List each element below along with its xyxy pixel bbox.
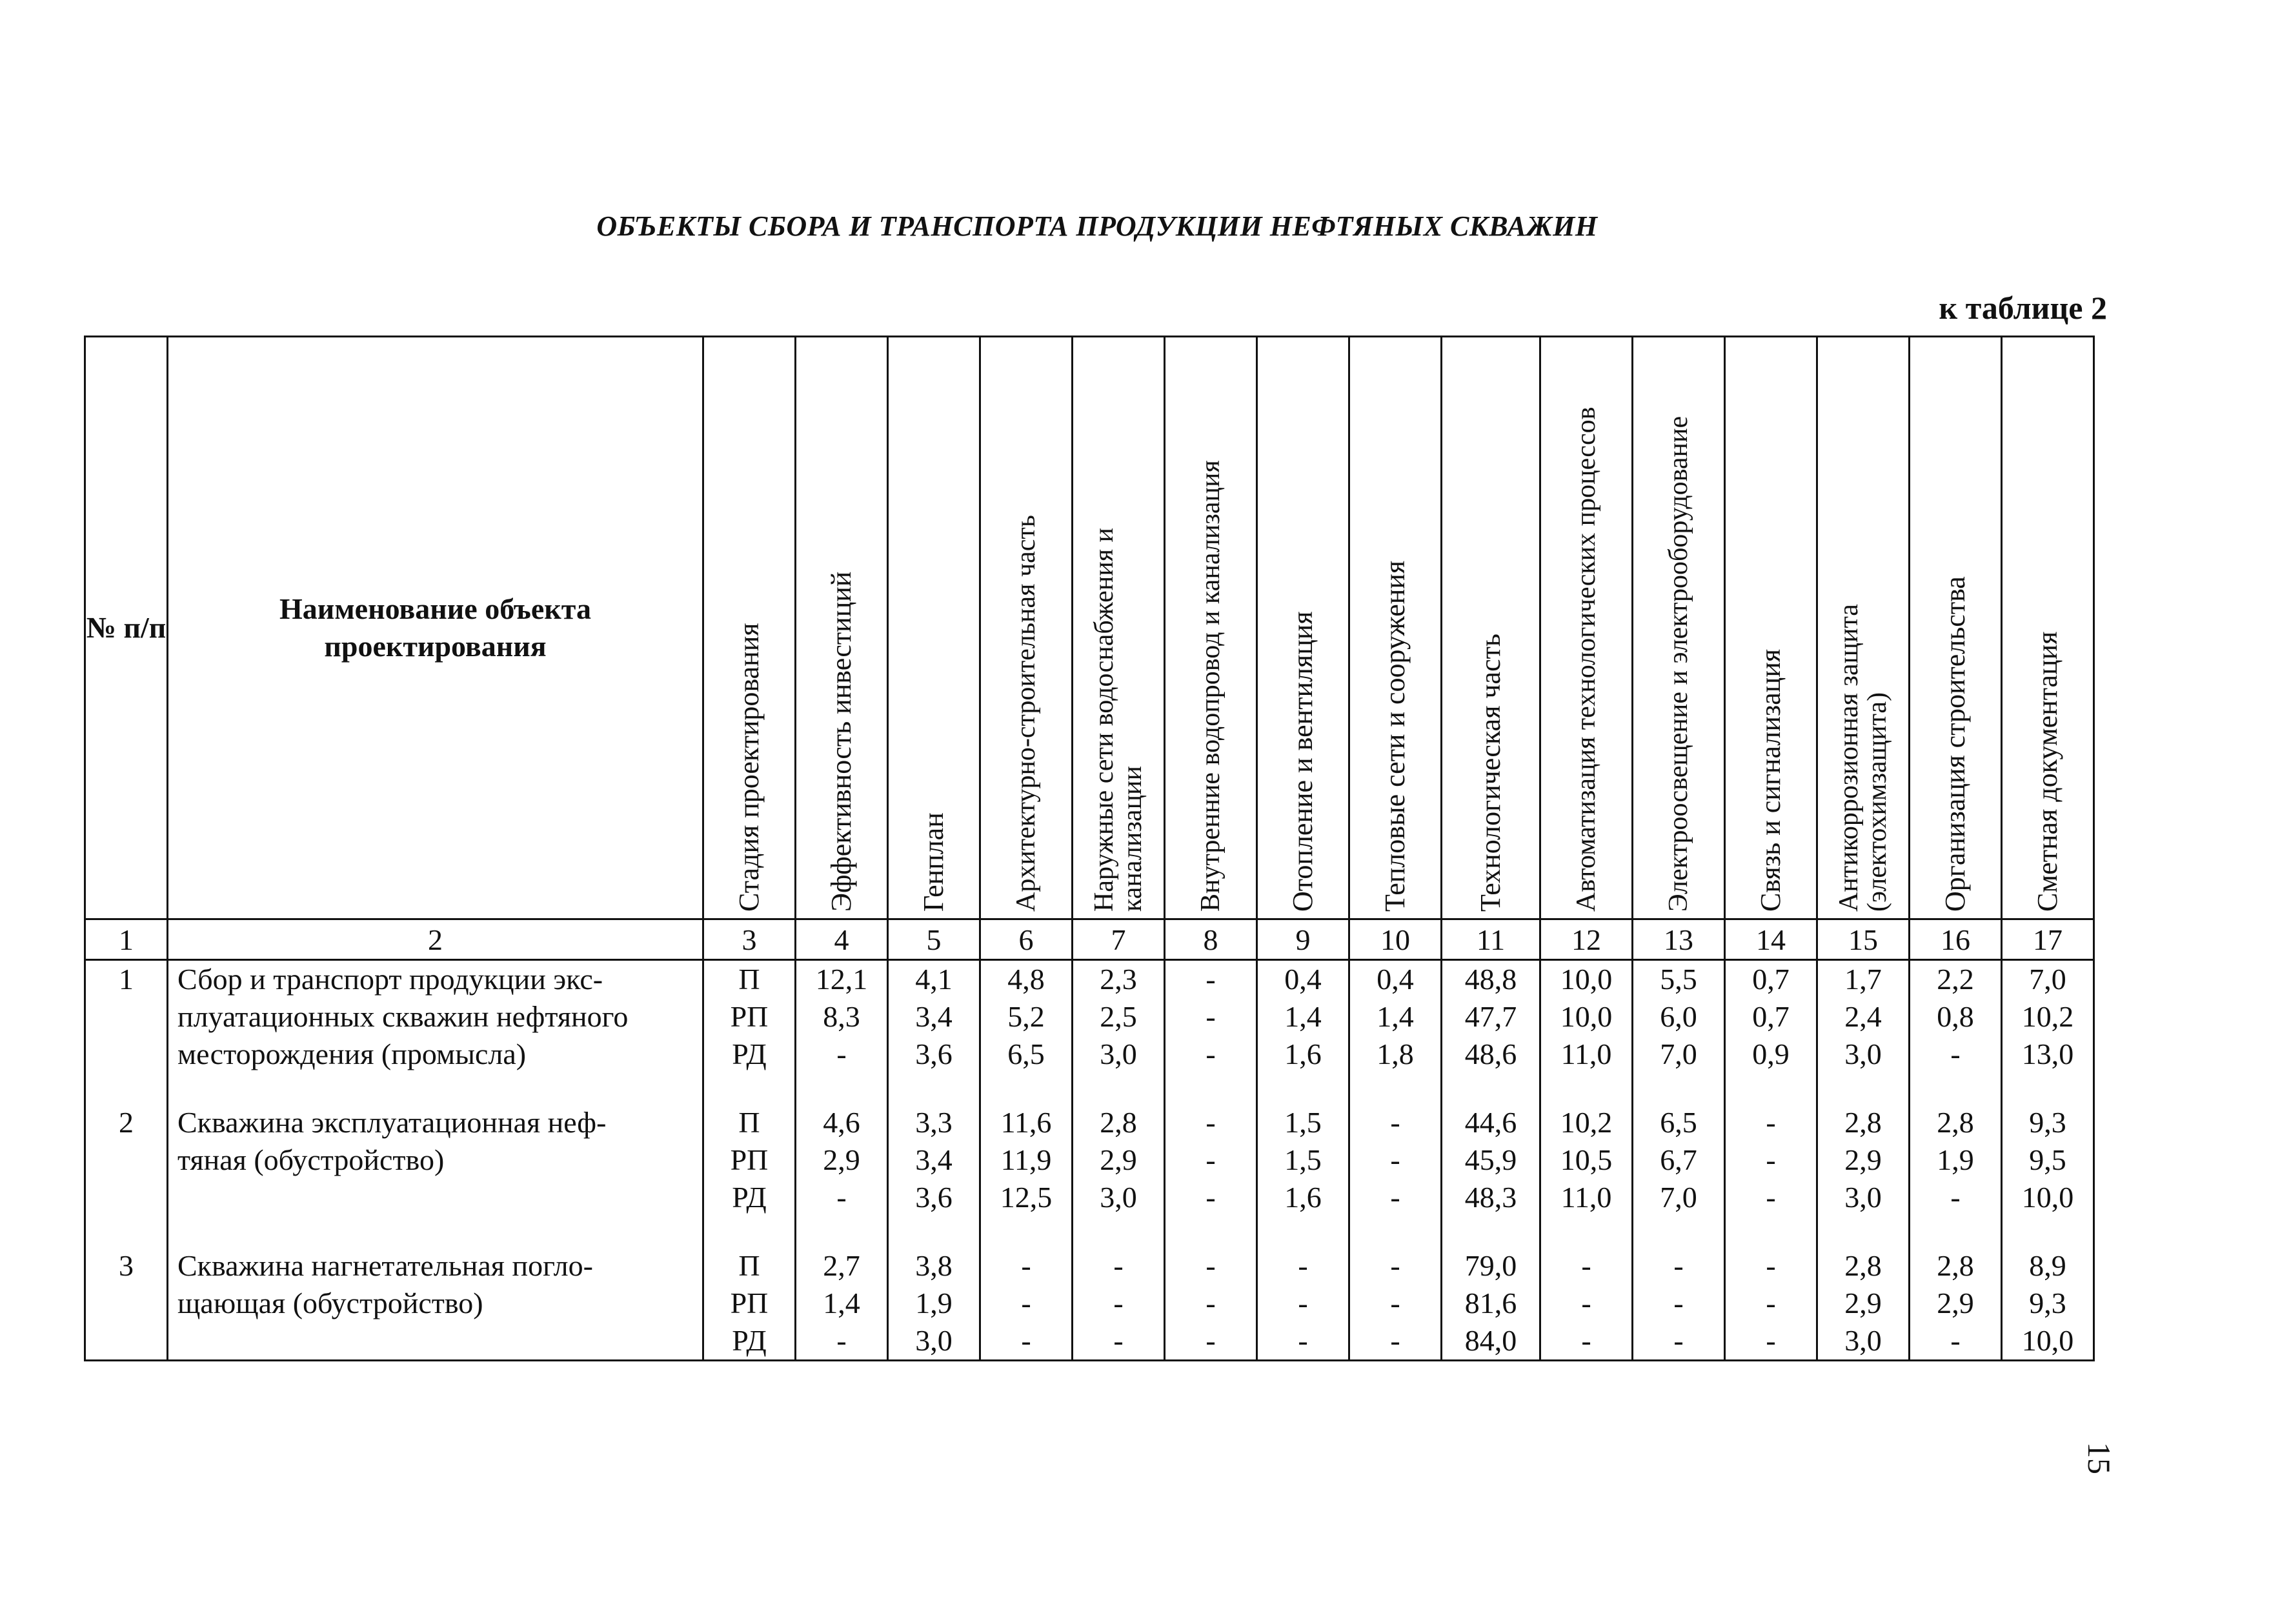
value-cell: - xyxy=(980,1247,1073,1285)
value-cell: - xyxy=(1349,1285,1442,1322)
header-col-7 xyxy=(1073,337,1165,919)
value-cell: 11,9 xyxy=(980,1141,1073,1179)
value-cell: - xyxy=(1073,1322,1165,1361)
column-number: 14 xyxy=(1725,919,1817,960)
table-body xyxy=(85,960,2094,1361)
spacer-cell xyxy=(85,1216,168,1247)
column-number: 5 xyxy=(888,919,980,960)
header-col-label: Организация строительства xyxy=(1939,576,1971,912)
value-cell: 3,6 xyxy=(888,1036,980,1073)
value-cell: 81,6 xyxy=(1442,1285,1540,1322)
column-number: 6 xyxy=(980,919,1073,960)
value-cell: 2,9 xyxy=(796,1141,888,1179)
value-cell: 9,3 xyxy=(2002,1104,2094,1141)
value-cell: 4,1 xyxy=(888,960,980,999)
spacer-cell xyxy=(1725,1073,1817,1104)
value-cell: - xyxy=(1540,1285,1633,1322)
spacer-cell xyxy=(1349,1216,1442,1247)
value-cell: - xyxy=(1165,960,1257,999)
header-col-label: Сметная документация xyxy=(2032,631,2063,912)
header-row xyxy=(85,337,2094,919)
value-cell: 84,0 xyxy=(1442,1322,1540,1361)
value-cell: 10,0 xyxy=(2002,1322,2094,1361)
column-number: 10 xyxy=(1349,919,1442,960)
value-cell: 10,0 xyxy=(2002,1179,2094,1216)
value-cell: 2,8 xyxy=(1910,1104,2002,1141)
column-number: 3 xyxy=(703,919,796,960)
stage-cell: РД xyxy=(703,1036,796,1073)
value-cell: 9,5 xyxy=(2002,1141,2094,1179)
value-cell: 48,6 xyxy=(1442,1036,1540,1073)
header-col-3 xyxy=(703,337,796,919)
value-cell: 1,9 xyxy=(888,1285,980,1322)
row-number: 1 xyxy=(85,960,168,999)
column-number: 8 xyxy=(1165,919,1257,960)
value-cell: 5,2 xyxy=(980,998,1073,1036)
value-cell: 10,0 xyxy=(1540,998,1633,1036)
value-cell: 5,5 xyxy=(1633,960,1725,999)
row-number xyxy=(85,1179,168,1216)
column-number: 7 xyxy=(1073,919,1165,960)
value-cell: - xyxy=(1725,1104,1817,1141)
header-col-label: Наружные сети водоснабжения и канализации xyxy=(1089,527,1147,912)
column-number: 13 xyxy=(1633,919,1725,960)
value-cell: - xyxy=(796,1179,888,1216)
value-cell: 0,8 xyxy=(1910,998,2002,1036)
column-number: 2 xyxy=(168,919,703,960)
value-cell: 1,7 xyxy=(1817,960,1910,999)
header-col-11 xyxy=(1442,337,1540,919)
object-name-line: тяная (обустройство) xyxy=(168,1141,703,1179)
header-col-13 xyxy=(1633,337,1725,919)
value-cell: 3,0 xyxy=(1817,1036,1910,1073)
value-cell: 45,9 xyxy=(1442,1141,1540,1179)
value-cell: 2,7 xyxy=(796,1247,888,1285)
value-cell: 6,7 xyxy=(1633,1141,1725,1179)
value-cell: 2,9 xyxy=(1817,1141,1910,1179)
value-cell: - xyxy=(1073,1247,1165,1285)
value-cell: 47,7 xyxy=(1442,998,1540,1036)
value-cell: - xyxy=(980,1285,1073,1322)
value-cell: 4,6 xyxy=(796,1104,888,1141)
header-col-label: Электроосвещение и электрооборудование xyxy=(1664,416,1693,912)
object-name-line xyxy=(168,1179,703,1216)
spacer-cell xyxy=(1442,1216,1540,1247)
value-cell: 3,4 xyxy=(888,998,980,1036)
value-cell: 10,2 xyxy=(2002,998,2094,1036)
document-title: ОБЪЕКТЫ СБОРА И ТРАНСПОРТА ПРОДУКЦИИ НЕФТЯНЫХ СКВАЖИН xyxy=(596,210,1598,242)
value-cell: 0,9 xyxy=(1725,1036,1817,1073)
value-cell: - xyxy=(1257,1322,1349,1361)
spacer-cell xyxy=(1817,1073,1910,1104)
spacer-cell xyxy=(1540,1073,1633,1104)
value-cell: 8,9 xyxy=(2002,1247,2094,1285)
value-cell: - xyxy=(1165,1104,1257,1141)
column-number: 16 xyxy=(1910,919,2002,960)
column-number: 11 xyxy=(1442,919,1540,960)
value-cell: - xyxy=(1349,1322,1442,1361)
value-cell: 1,8 xyxy=(1349,1036,1442,1073)
spacer-cell xyxy=(168,1073,703,1104)
spacer-cell xyxy=(703,1073,796,1104)
spacer-cell xyxy=(168,1216,703,1247)
value-cell: 6,5 xyxy=(980,1036,1073,1073)
value-cell: - xyxy=(1165,1036,1257,1073)
stage-cell: РП xyxy=(703,998,796,1036)
value-cell: 7,0 xyxy=(1633,1179,1725,1216)
value-cell: 1,9 xyxy=(1910,1141,2002,1179)
value-cell: 3,0 xyxy=(1817,1179,1910,1216)
value-cell: 6,5 xyxy=(1633,1104,1725,1141)
value-cell: - xyxy=(1073,1285,1165,1322)
header-number: № п/п xyxy=(85,337,168,919)
value-cell: 79,0 xyxy=(1442,1247,1540,1285)
row-number xyxy=(85,1322,168,1361)
table-row xyxy=(85,1036,2094,1073)
object-name-line xyxy=(168,1322,703,1361)
header-col-label: Генплан xyxy=(918,812,949,912)
spacer-cell xyxy=(888,1216,980,1247)
value-cell: 9,3 xyxy=(2002,1285,2094,1322)
spacer-row xyxy=(85,1216,2094,1247)
value-cell: 48,8 xyxy=(1442,960,1540,999)
spacer-cell xyxy=(85,1073,168,1104)
value-cell: 3,3 xyxy=(888,1104,980,1141)
table-row xyxy=(85,1322,2094,1361)
object-name-line: плуатационных скважин нефтяного xyxy=(168,998,703,1036)
table-row xyxy=(85,1104,2094,1141)
value-cell: 3,0 xyxy=(888,1322,980,1361)
spacer-cell xyxy=(1633,1216,1725,1247)
header-col-9 xyxy=(1257,337,1349,919)
value-cell: - xyxy=(1257,1247,1349,1285)
value-cell: - xyxy=(1257,1285,1349,1322)
object-name-line: щающая (обустройство) xyxy=(168,1285,703,1322)
spacer-cell xyxy=(980,1073,1073,1104)
row-number xyxy=(85,1285,168,1322)
value-cell: 10,5 xyxy=(1540,1141,1633,1179)
value-cell: 2,3 xyxy=(1073,960,1165,999)
row-number xyxy=(85,998,168,1036)
object-name-line: Сбор и транспорт продукции экс- xyxy=(168,960,703,999)
column-number-row xyxy=(85,919,2094,960)
spacer-cell xyxy=(1725,1216,1817,1247)
row-number: 3 xyxy=(85,1247,168,1285)
value-cell: - xyxy=(980,1322,1073,1361)
spacer-cell xyxy=(980,1216,1073,1247)
value-cell: 2,8 xyxy=(1817,1104,1910,1141)
object-name-line: месторождения (промысла) xyxy=(168,1036,703,1073)
value-cell: - xyxy=(1349,1141,1442,1179)
value-cell: 4,8 xyxy=(980,960,1073,999)
value-cell: - xyxy=(1349,1247,1442,1285)
row-number: 2 xyxy=(85,1104,168,1141)
value-cell: - xyxy=(1165,1285,1257,1322)
stage-cell: РП xyxy=(703,1141,796,1179)
spacer-cell xyxy=(2002,1216,2094,1247)
table-row xyxy=(85,960,2094,999)
value-cell: 1,4 xyxy=(1257,998,1349,1036)
value-cell: 2,8 xyxy=(1073,1104,1165,1141)
header-col-label: Автоматизация технологических процессов xyxy=(1571,406,1601,912)
spacer-cell xyxy=(796,1216,888,1247)
header-col-label: Технологическая часть xyxy=(1475,634,1506,912)
spacer-cell xyxy=(888,1073,980,1104)
value-cell: 11,0 xyxy=(1540,1036,1633,1073)
stage-cell: РП xyxy=(703,1285,796,1322)
value-cell: 0,7 xyxy=(1725,998,1817,1036)
stage-cell: П xyxy=(703,1247,796,1285)
header-col-label: Стадия проектирования xyxy=(733,623,765,912)
header-col-17 xyxy=(2002,337,2094,919)
value-cell: 7,0 xyxy=(1633,1036,1725,1073)
value-cell: 3,6 xyxy=(888,1179,980,1216)
header-col-label: Эффективность инвестиций xyxy=(825,571,857,912)
value-cell: - xyxy=(1725,1322,1817,1361)
table-row xyxy=(85,1141,2094,1179)
value-cell: 2,4 xyxy=(1817,998,1910,1036)
object-name-line: Скважина нагнетательная погло- xyxy=(168,1247,703,1285)
spacer-cell xyxy=(703,1216,796,1247)
header-col-label: Связь и сигнализация xyxy=(1755,648,1786,912)
row-number xyxy=(85,1141,168,1179)
value-cell: 10,2 xyxy=(1540,1104,1633,1141)
spacer-cell xyxy=(1349,1073,1442,1104)
value-cell: 1,5 xyxy=(1257,1141,1349,1179)
page-number: 15 xyxy=(2081,1442,2117,1474)
value-cell: - xyxy=(1165,1141,1257,1179)
value-cell: - xyxy=(1633,1247,1725,1285)
table-reference: к таблице 2 xyxy=(1939,290,2107,326)
value-cell: 3,0 xyxy=(1817,1322,1910,1361)
value-cell: - xyxy=(1725,1247,1817,1285)
value-cell: 7,0 xyxy=(2002,960,2094,999)
value-cell: - xyxy=(1165,1247,1257,1285)
value-cell: - xyxy=(1540,1322,1633,1361)
value-cell: 13,0 xyxy=(2002,1036,2094,1073)
header-col-15 xyxy=(1817,337,1910,919)
data-table xyxy=(84,336,2095,1361)
value-cell: 1,4 xyxy=(796,1285,888,1322)
value-cell: 1,4 xyxy=(1349,998,1442,1036)
stage-cell: П xyxy=(703,1104,796,1141)
value-cell: - xyxy=(1349,1104,1442,1141)
header-col-16 xyxy=(1910,337,2002,919)
row-number xyxy=(85,1036,168,1073)
value-cell: 2,8 xyxy=(1910,1247,2002,1285)
value-cell: 2,2 xyxy=(1910,960,2002,999)
stage-cell: РД xyxy=(703,1322,796,1361)
value-cell: 12,5 xyxy=(980,1179,1073,1216)
value-cell: 2,9 xyxy=(1817,1285,1910,1322)
spacer-cell xyxy=(1633,1073,1725,1104)
value-cell: - xyxy=(1540,1247,1633,1285)
spacer-cell xyxy=(1910,1073,2002,1104)
value-cell: 3,0 xyxy=(1073,1036,1165,1073)
value-cell: - xyxy=(1633,1285,1725,1322)
spacer-cell xyxy=(1910,1216,2002,1247)
spacer-cell xyxy=(1257,1073,1349,1104)
spacer-cell xyxy=(1073,1073,1165,1104)
value-cell: - xyxy=(1349,1179,1442,1216)
table-row xyxy=(85,998,2094,1036)
value-cell: 3,8 xyxy=(888,1247,980,1285)
column-number: 17 xyxy=(2002,919,2094,960)
value-cell: 2,5 xyxy=(1073,998,1165,1036)
spacer-cell xyxy=(1817,1216,1910,1247)
header-col-14 xyxy=(1725,337,1817,919)
header-col-8 xyxy=(1165,337,1257,919)
header-col-label: Отопление и вентиляция xyxy=(1287,611,1318,912)
value-cell: 11,0 xyxy=(1540,1179,1633,1216)
table-row xyxy=(85,1285,2094,1322)
value-cell: 10,0 xyxy=(1540,960,1633,999)
value-cell: 11,6 xyxy=(980,1104,1073,1141)
value-cell: - xyxy=(1910,1179,2002,1216)
header-object-name: Наименование объекта проектирования xyxy=(168,337,703,919)
spacer-cell xyxy=(1257,1216,1349,1247)
value-cell: 1,5 xyxy=(1257,1104,1349,1141)
column-number: 1 xyxy=(85,919,168,960)
value-cell: 2,9 xyxy=(1910,1285,2002,1322)
object-name-line: Скважина эксплуатационная неф- xyxy=(168,1104,703,1141)
value-cell: - xyxy=(1910,1036,2002,1073)
header-col-10 xyxy=(1349,337,1442,919)
value-cell: 0,7 xyxy=(1725,960,1817,999)
spacer-row xyxy=(85,1073,2094,1104)
value-cell: - xyxy=(1165,1322,1257,1361)
spacer-cell xyxy=(796,1073,888,1104)
stage-cell: РД xyxy=(703,1179,796,1216)
value-cell: - xyxy=(796,1036,888,1073)
stage-cell: П xyxy=(703,960,796,999)
header-col-12 xyxy=(1540,337,1633,919)
value-cell: 0,4 xyxy=(1257,960,1349,999)
header-col-label: Тепловые сети и сооружения xyxy=(1379,560,1411,912)
value-cell: 12,1 xyxy=(796,960,888,999)
value-cell: - xyxy=(796,1322,888,1361)
spacer-cell xyxy=(1073,1216,1165,1247)
value-cell: 1,6 xyxy=(1257,1179,1349,1216)
spacer-cell xyxy=(1442,1073,1540,1104)
header-col-label: Внутренние водопровод и канализация xyxy=(1196,460,1226,912)
value-cell: 44,6 xyxy=(1442,1104,1540,1141)
spacer-cell xyxy=(2002,1073,2094,1104)
spacer-cell xyxy=(1540,1216,1633,1247)
table-row xyxy=(85,1247,2094,1285)
header-col-label: Антикоррозионная защита (электохимзащита) xyxy=(1834,604,1892,912)
table-row xyxy=(85,1179,2094,1216)
column-number: 4 xyxy=(796,919,888,960)
spacer-cell xyxy=(1165,1073,1257,1104)
header-col-4 xyxy=(796,337,888,919)
value-cell: 2,9 xyxy=(1073,1141,1165,1179)
value-cell: 2,8 xyxy=(1817,1247,1910,1285)
header-col-label: Архитектурно-строительная часть xyxy=(1011,515,1041,912)
header-col-6 xyxy=(980,337,1073,919)
header-col-5 xyxy=(888,337,980,919)
value-cell: - xyxy=(1725,1179,1817,1216)
value-cell: - xyxy=(1910,1322,2002,1361)
value-cell: - xyxy=(1633,1322,1725,1361)
value-cell: - xyxy=(1725,1285,1817,1322)
value-cell: - xyxy=(1165,1179,1257,1216)
value-cell: 3,0 xyxy=(1073,1179,1165,1216)
value-cell: 0,4 xyxy=(1349,960,1442,999)
value-cell: - xyxy=(1725,1141,1817,1179)
column-number: 15 xyxy=(1817,919,1910,960)
value-cell: 6,0 xyxy=(1633,998,1725,1036)
column-number: 12 xyxy=(1540,919,1633,960)
value-cell: 48,3 xyxy=(1442,1179,1540,1216)
value-cell: - xyxy=(1165,998,1257,1036)
value-cell: 3,4 xyxy=(888,1141,980,1179)
value-cell: 1,6 xyxy=(1257,1036,1349,1073)
column-number: 9 xyxy=(1257,919,1349,960)
spacer-cell xyxy=(1165,1216,1257,1247)
value-cell: 8,3 xyxy=(796,998,888,1036)
